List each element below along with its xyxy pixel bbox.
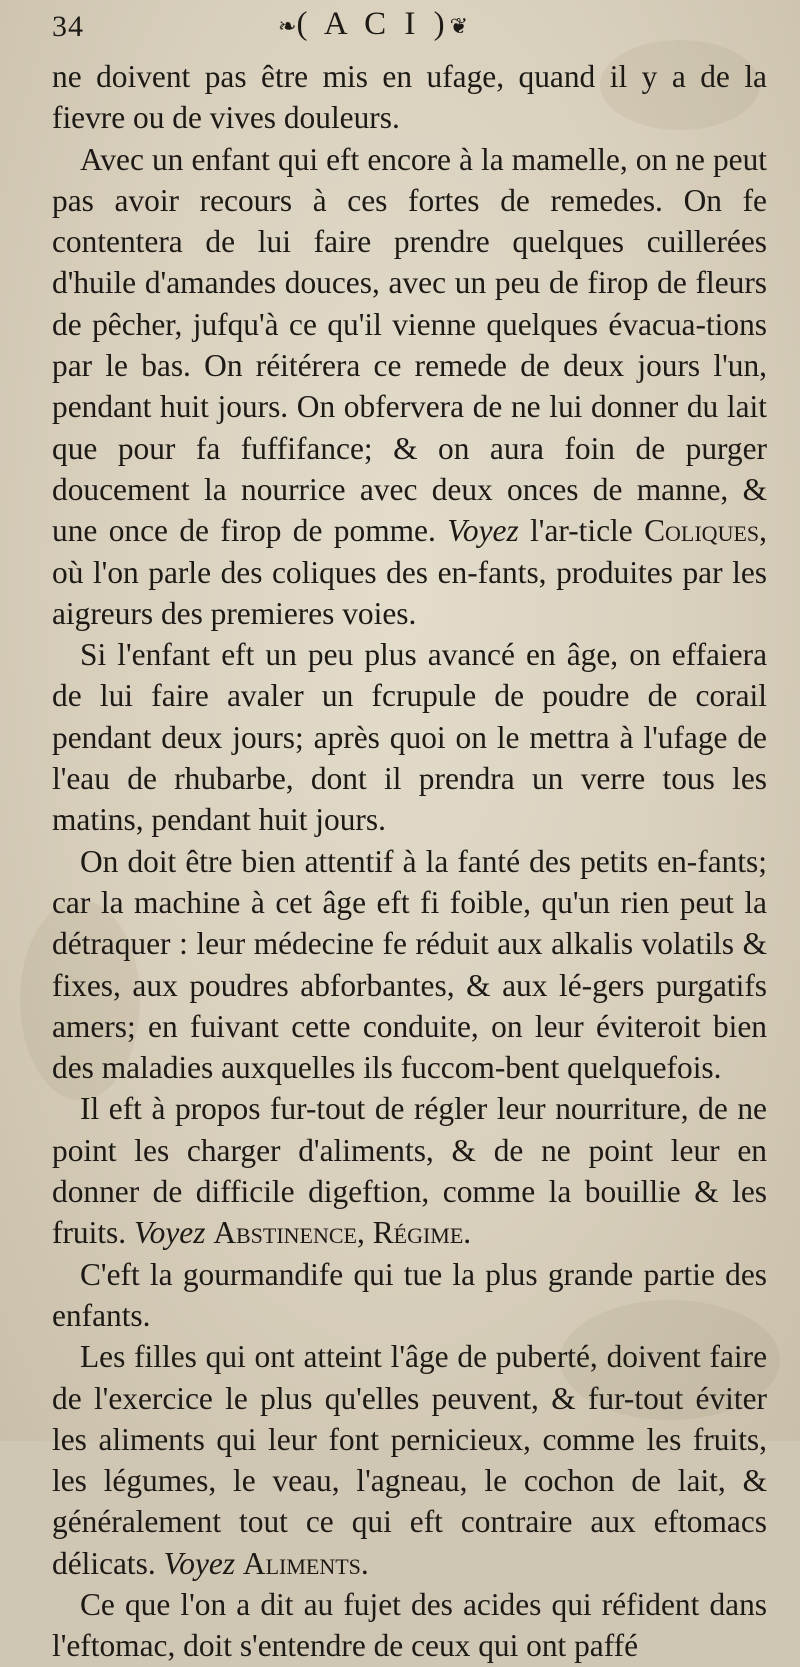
paragraph-text: l'ar-ticle bbox=[518, 513, 645, 549]
paragraph-text: Ce que l'on a dit au fujet des acides qui réfident dans l'eftomac, doit s'entendre de ceux qui ont paffé bbox=[52, 1586, 767, 1664]
paragraph-text: On doit être bien attentif à la fanté des petits en-fants; car la machine à cet âge eft fi foible, qu'un rien peut la détraquer : leur médecine fe réduit aux alkalis volatils & fixes, aux poudres abforbantes, & aux lé-gers purgatifs amers; en fuivant cette conduite, on leur éviteroit bien des maladies auxquelles ils fuccom-bent quelquefois. bbox=[52, 843, 767, 1086]
paragraph-text: C'eft la gourmandife qui tue la plus grande partie des enfants. bbox=[52, 1256, 767, 1333]
paragraph bbox=[52, 841, 767, 1089]
running-head bbox=[278, 6, 468, 43]
cross-reference-entry: Abstinence bbox=[213, 1215, 357, 1251]
paragraph-text: ne doivent pas être mis en ufage, quand il y a de la fievre ou de vives douleurs. bbox=[52, 59, 767, 136]
fleuron-left-icon: ❧ bbox=[278, 13, 297, 39]
paragraph-text: Avec un enfant qui eft encore à la mamelle, on ne peut pas avoir recours à ces fortes de remedes. On fe contentera de lui faire prendre quelques cuillerées d'huile d'amandes douces, avec un peu de firop de fleurs de pêcher, jufqu'à ce qu'il vienne quelques évacua-tions par le bas. On réitérera ce remede de deux jours l'un, pendant huit jours. On obfervera de ne lui donner du lait que pour fa fuffifance; & on aura foin de purger doucement la nourrice avec deux onces de manne, & une once de firop de pomme. bbox=[52, 141, 767, 549]
running-head-text: ( A C I ) bbox=[296, 6, 450, 42]
body-text bbox=[52, 56, 767, 1667]
cross-reference-voyez: Voyez bbox=[163, 1545, 236, 1581]
paragraph bbox=[52, 634, 767, 840]
paragraph bbox=[52, 139, 767, 635]
cross-reference-entry: Régime bbox=[372, 1215, 464, 1251]
page-number: 34 bbox=[52, 10, 84, 43]
paragraph-text: Les filles qui ont atteint l'âge de puberté, doivent faire de l'exercice le plus qu'elles peuvent, & fur-tout éviter les aliments qui leur font pernicieux, comme les fruits, les légumes, le veau, l'agneau, le cochon de lait, & généralement tout ce qui eft contraire aux eftomacs délicats. bbox=[52, 1339, 767, 1581]
paragraph-text: . bbox=[360, 1545, 369, 1581]
paragraph bbox=[52, 1254, 767, 1337]
paragraph-text: Il eft à propos fur-tout de régler leur nourriture, de ne point les charger d'aliments, & de ne point leur en donner de difficile digeftion, comme la bouillie & les fruits. bbox=[52, 1091, 767, 1251]
paragraph-text: . bbox=[463, 1215, 472, 1251]
paragraph bbox=[52, 1584, 767, 1667]
paragraph-text bbox=[235, 1546, 243, 1581]
paragraph bbox=[52, 56, 767, 139]
paragraph-text: , où l'on parle des coliques des en-fants, produites par les aigreurs des premieres voies. bbox=[52, 513, 767, 631]
cross-reference-voyez: Voyez bbox=[447, 513, 519, 549]
paragraph-text: Si l'enfant eft un peu plus avancé en âge, on effaiera de lui faire avaler un fcrupule de poudre de corail pendant deux jours; après quoi on le mettra à l'ufage de l'eau de rhubarbe, dont il prendra un verre tous les matins, pendant huit jours. bbox=[52, 637, 767, 838]
cross-reference-entry: Aliments bbox=[242, 1545, 361, 1581]
paragraph bbox=[52, 1088, 767, 1253]
fleuron-right-icon: ❦ bbox=[449, 13, 469, 39]
paragraph bbox=[52, 1336, 767, 1584]
paragraph-text: , bbox=[356, 1215, 373, 1251]
page-header bbox=[52, 4, 762, 56]
cross-reference-voyez: Voyez bbox=[133, 1215, 206, 1251]
cross-reference-entry: Coliques bbox=[644, 513, 760, 549]
